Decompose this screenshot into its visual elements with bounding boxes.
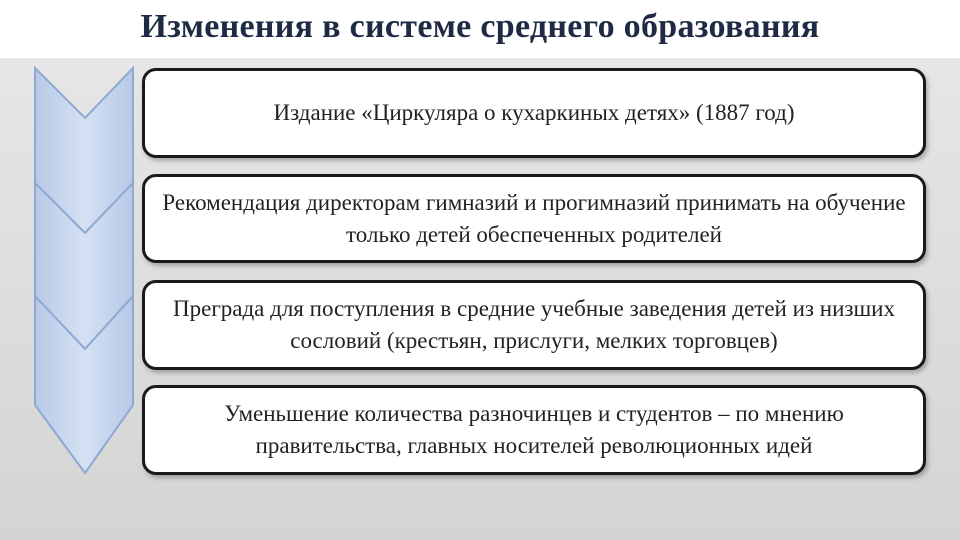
step-text-2: Рекомендация директорам гимназий и прогимназий принимать на обучение только детей обеспеченных родителей: [162, 189, 906, 247]
step-box-3: [142, 280, 926, 370]
step-text-4: Уменьшение количества разночинцев и студентов – по мнению правительства, главных носителей революционных идей: [224, 401, 844, 458]
slide-title: Изменения в системе среднего образования: [140, 8, 820, 45]
step-box-1: [142, 68, 926, 158]
step-box-2: [142, 174, 926, 263]
step-text-3: Преграда для поступления в средние учебные заведения детей из низших сословий (крестьян, прислуги, мелких торговцев): [173, 296, 895, 353]
step-box-4: [142, 385, 926, 475]
step-text-1: Издание «Циркуляра о кухаркиных детях» (1887 год): [273, 100, 795, 125]
